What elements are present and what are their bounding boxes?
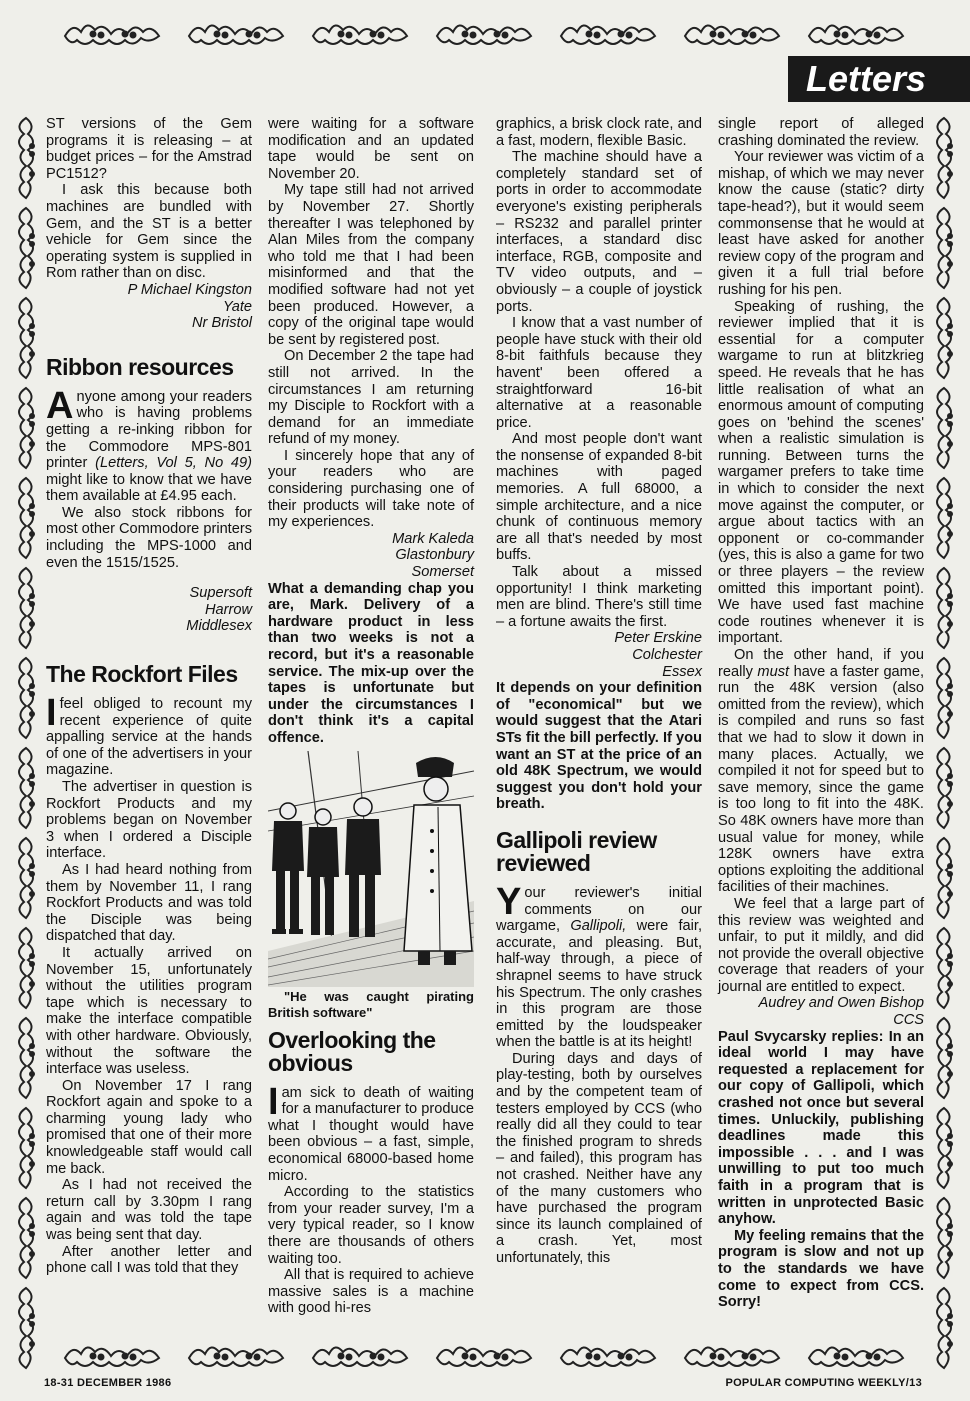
letter-paragraph: As I had not received the return call by 3.30pm I rang again and was told the tape was being sent that day. [46,1177,252,1244]
right-holly-border [930,116,958,1376]
letter-paragraph [496,880,702,1051]
letter-paragraph: I ask this because both machines are bundled with Gem, and the ST is a better vehicle for Gem since the operating system is supplied in Rom rather than on disc. [46,182,252,282]
letter-paragraph [268,1080,474,1185]
holly-ornament-icon [683,18,783,50]
editor-reply: Paul Svycarsky replies: In an ideal world I may have requested a replacement for our copy of Gallipoli, which crashed not once but several times. Unluckily, publishing deadlines made this impossible . . . and I was unwilling to put too much faith in a program that is written in unprotected Basic anyhow. [718,1028,924,1228]
letter-paragraph: were waiting for a software modification and an updated tape would be sent on November 20. [268,116,474,182]
signature-name: Audrey and Owen Bishop [758,995,924,1012]
holly-ornament-icon [930,1286,958,1376]
letter-paragraph: Your reviewer was victim of a mishap, of which we may never know the cause (static? dirty tape-head?), but it would seem commonsense that he would at least have asked for another review copy of the program and given it a full trial before rushing for his pen. [718,149,924,298]
holly-ornament-icon [930,386,958,476]
holly-ornament-icon [930,566,958,656]
signature-name: Peter Erskine [614,630,702,647]
column-3 [496,116,702,1267]
holly-ornament-icon [311,1340,411,1372]
game-title: Gallipoli, [570,918,627,935]
reference-text: (Letters, Vol 5, No 49) [95,455,253,472]
letter-paragraph [718,647,924,896]
text-run: might like to know that we have them available at £4.95 each. [46,471,252,505]
heading-rockfort-files: The Rockfort Files [46,661,238,688]
holly-ornament-icon [930,296,958,386]
signature-name: Mark Kaleda [392,530,474,547]
letter-paragraph: As I had heard nothing from them by November 11, I rang Rockfort Products and was told the Disciple was being dispatched that day. [46,861,252,945]
footer-publication-page: POPULAR COMPUTING WEEKLY/13 [725,1377,922,1389]
holly-ornament-icon [559,1340,659,1372]
letter-paragraph: Speaking of rushing, the reviewer implied that it is essential for a computer wargame to run at blitzkrieg speed. He reveals that he has little realisation of what an enormous amount of computing goes on 'behind the scenes' when a realistic simulation is running. Between turns the wargamer prefers to take time in which to consider the next move against the computer, or argue about tactics with an opponent or co-commander (yes, this is also a game for two or three players – the review omitted this important point). We have used fast machine code routines whenever it is important. [718,298,924,647]
letter-paragraph: And most people don't want the nonsense of expanded 8-bit machines with paged memories. A full 68000, a simple architecture, and a nice chunk of continuous memory are all that's needed by most buffs. [496,431,702,564]
bottom-holly-border [0,1340,970,1372]
holly-ornament-icon [12,386,40,476]
holly-ornament-icon [12,1106,40,1196]
letter-paragraph: On December 2 the tape had still not arrived. In the circumstances I am returning my Disciple to Rockfort with a demand for an immediate refund of my money. [268,348,474,448]
holly-ornament-icon [435,18,535,50]
holly-ornament-icon [930,1196,958,1286]
signature-company: CCS [893,1012,924,1029]
footer-date: 18-31 DECEMBER 1986 [44,1377,172,1389]
holly-ornament-icon [187,1340,287,1372]
holly-ornament-icon [930,476,958,566]
letter-paragraph: single report of alleged crashing dominated the review. [718,116,924,149]
holly-ornament-icon [311,18,411,50]
letter-paragraph: It actually arrived on November 15, unfortunately without the utilities program tape which is necessary to make the interface compatible with other hardware. Obviously, without the software the interface was useless. [46,944,252,1078]
section-title: Letters [805,58,926,99]
editor-reply: My feeling remains that the program is slow and not up to the standards we have come to expect from CCS. Sorry! [718,1227,924,1311]
holly-ornament-icon [187,18,287,50]
letter-paragraph: ST versions of the Gem programs it is releasing – at budget prices – for the Amstrad PC1512? [46,116,252,182]
signature-town: Glastonbury [395,547,474,564]
letter-paragraph: All that is required to achieve massive sales is a machine with good hi-res [268,1267,474,1317]
emphasis-text: must [757,663,790,680]
editor-reply: It depends on your definition of "economical" but we would suggest that the Atari STs fit the bill perfectly. If you want an ST at the price of an old 48K Spectrum, we would suggest you don't hold your breath. [496,680,702,813]
holly-ornament-icon [930,116,958,206]
text-run: nyone among your readers who is having problems getting a re-inking ribbon for the Commodore MPS-801 printer [46,388,252,472]
signature-town: Colchester [632,647,702,663]
letter-paragraph: I sincerely hope that any of your readers who are considering purchasing one of their products will take note of my experiences. [268,447,474,531]
signature-town: Yate [223,298,252,315]
column-1 [46,116,252,1277]
holly-ornament-icon [12,296,40,386]
holly-ornament-icon [63,1340,163,1372]
holly-ornament-icon [807,18,907,50]
holly-ornament-icon [12,116,40,206]
signature-name: P Michael Kingston [127,281,252,298]
signature-county: Middlesex [186,618,252,635]
text-run: were fair, accurate, and pleasing. But, half-way through, a piece of shrapnel seems to have struck his Spectrum. The only crashes in this program are those emitted by the loudspeaker when the battle is at its height! [496,918,702,1051]
holly-ornament-icon [12,476,40,566]
letter-paragraph: graphics, a brisk clock rate, and a fast, modern, flexible Basic. [496,116,702,149]
drop-cap: I [268,1080,279,1123]
signature-name: Supersoft [189,585,252,602]
holly-ornament-icon [930,926,958,1016]
letter-paragraph: The machine should have a completely standard set of ports in order to accommodate everyone's existing peripherals – RS232 and parallel printer interfaces, a standard disc interface, RGB, composite and TV video outputs, and – obviously – a couple of joystick ports. [496,149,702,315]
text-run: have a faster game, run the 48K version (also omitted from the review), which is compiled and runs so fast that we had to slow it down in many places. Actually, we compiled it not for speed but to save memory, since the game is too long to fit into the 48K. So 48K owners have more than usual value for money, while 128K owners have extra options exploiting the additional facilities of their machines. [718,663,924,896]
holly-ornament-icon [930,206,958,296]
holly-ornament-icon [12,1286,40,1376]
letter-paragraph: My tape still had not arrived by November 27. Shortly thereafter I was telephoned by Alan Miles from the company who told me that I had been misinformed and that the modified software had not yet been produced. However, a copy of the original tape would be sent by registered post. [268,182,474,348]
text-run: our reviewer's initial comments on our wargame, [496,884,702,935]
letter-paragraph: After another letter and phone call I was told that they [46,1243,252,1277]
holly-ornament-icon [930,746,958,836]
left-holly-border [12,116,40,1376]
letter-paragraph: On November 17 I rang Rockfort again and spoke to a charming young lady who promised that one of their more knowledgeable staff would call me back. [46,1077,252,1177]
letter-paragraph: The advertiser in question is Rockfort Products and my problems began on November 3 when I ordered a Disciple interface. [46,779,252,862]
holly-ornament-icon [683,1340,783,1372]
letter-paragraph: We also stock ribbons for most other Commodore printers including the MPS-1000 and even the 1515/1525. [46,504,253,571]
heading-overlooking-the-obvious: Overlooking the obvious [268,1026,436,1076]
letter-paragraph: I know that a vast number of people have stuck with their old 8-bit faithfuls because they havent' been offered a straightforward 16-bit alternative at a reasonable price. [496,315,702,431]
illustration-caption: "He was caught pirating British software" [268,988,474,1020]
top-holly-border [0,18,970,50]
holly-ornament-icon [12,1196,40,1286]
signature-town: Harrow [204,601,252,618]
holly-ornament-icon [435,1340,535,1372]
letter-paragraph: According to the statistics from your reader survey, I'm a very typical reader, so I know there are thousands of others waiting too. [268,1184,474,1267]
signature-county: Essex [662,663,702,680]
holly-ornament-icon [12,656,40,746]
pirate-cartoon-illustration [268,751,474,987]
text-run: On the other hand, if you really [718,647,924,680]
holly-ornament-icon [930,1016,958,1106]
holly-ornament-icon [12,926,40,1016]
holly-ornament-icon [930,1106,958,1196]
holly-ornament-icon [12,1016,40,1106]
holly-ornament-icon [63,18,163,50]
holly-ornament-icon [559,18,659,50]
signature-county: Somerset [411,564,474,581]
letter-paragraph [46,384,253,505]
holly-ornament-icon [12,566,40,656]
holly-ornament-icon [930,656,958,746]
drop-cap: I [46,692,57,735]
holly-ornament-icon [930,836,958,926]
holly-ornament-icon [807,1340,907,1372]
drop-cap: Y [496,880,522,923]
heading-gallipoli-review-reviewed: Gallipoli review reviewed [496,826,657,876]
holly-ornament-icon [12,836,40,926]
signature-county: Nr Bristol [192,315,252,332]
letter-paragraph: Talk about a missed opportunity! I think marketing men are blind. There's still time – a fortune awaits the first. [496,564,702,630]
letter-paragraph: During days and days of play-testing, both by ourselves and by the competent team of testers employed by CCS (who really did all they could to tear the finished program to shreds – and failed), this program has not crashed. Neither have any of the many customers who have purchased the program since its launch complained of a crash. Yet, most unfortunately, this [496,1050,702,1266]
letter-paragraph: We feel that a large part of this review was weighted and unfair, to put it mildly, and did not provide the overall objective coverage that readers of your journal are entitled to expect. [718,895,924,995]
holly-ornament-icon [12,746,40,836]
editor-reply: What a demanding chap you are, Mark. Delivery of a hardware product in less than two weeks is not a record, but it's a reasonable service. The mix-up over the tapes is unfortunate but under the circumstances I don't think it's a capital offence. [268,580,474,746]
column-2 [268,116,474,1317]
text-run: feel obliged to recount my recent experience of quite appalling service at the hands of one of the advertisers in your magazine. [46,696,252,779]
holly-ornament-icon [12,206,40,296]
drop-cap: A [46,384,74,427]
column-4 [718,116,924,1311]
letter-paragraph [46,692,252,779]
heading-ribbon-resources: Ribbon resources [46,353,234,380]
text-run: am sick to death of waiting for a manufacturer to produce what I thought would have been obvious – a fast, simple, economical 68000-based home micro. [268,1084,474,1184]
